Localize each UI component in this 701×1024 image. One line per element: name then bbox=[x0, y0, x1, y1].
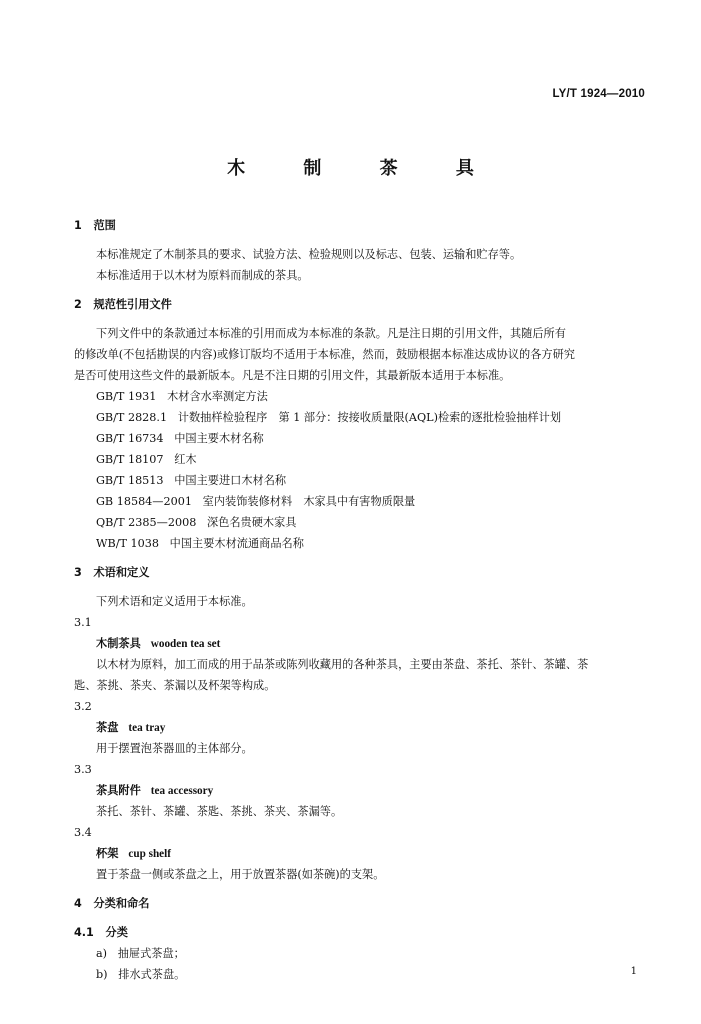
term-chinese: 茶盘 bbox=[96, 721, 119, 734]
reference-code: GB 18584—2001 bbox=[96, 495, 192, 508]
reference-item bbox=[96, 495, 415, 509]
term-definition: 匙、茶挑、茶夹、茶漏以及杯架等构成。 bbox=[74, 679, 276, 692]
reference-code: GB/T 2828.1 bbox=[96, 411, 168, 424]
term-number: 3.1 bbox=[74, 616, 92, 629]
reference-code: QB/T 2385—2008 bbox=[96, 516, 197, 529]
reference-code: WB/T 1038 bbox=[96, 537, 159, 550]
section-2-number: 2 bbox=[74, 298, 82, 311]
list-item-label: a) bbox=[96, 947, 108, 960]
section-1-para-1: 本标准规定了木制茶具的要求、试验方法、检验规则以及标志、包装、运输和贮存等。 bbox=[96, 248, 522, 261]
term-heading bbox=[96, 847, 171, 861]
reference-title: 深色名贵硬木家具 bbox=[206, 516, 297, 529]
term-number: 3.3 bbox=[74, 763, 92, 776]
reference-code: GB/T 18107 bbox=[96, 453, 164, 466]
term-chinese: 茶具附件 bbox=[96, 784, 141, 797]
term-english: wooden tea set bbox=[150, 638, 221, 650]
reference-code: GB/T 1931 bbox=[96, 390, 157, 403]
section-4-number: 4 bbox=[74, 897, 82, 910]
reference-item bbox=[96, 411, 561, 425]
standard-code: LY/T 1924—2010 bbox=[552, 88, 645, 100]
reference-title: 室内装饰装修材料 木家具中有害物质限量 bbox=[202, 495, 416, 508]
reference-item bbox=[96, 537, 304, 551]
reference-title: 计数抽样检验程序 第 1 部分：按接收质量限(AQL)检索的逐批检验抽样计划 bbox=[177, 411, 562, 424]
term-chinese: 杯架 bbox=[96, 847, 119, 860]
list-item-label: b) bbox=[96, 968, 108, 981]
section-2-line-2: 的修改单(不包括勘误的内容)或修订版均不适用于本标准，然而，鼓励根据本标准达成协议的各方研究 bbox=[74, 348, 575, 361]
section-1-para-2: 本标准适用于以木材为原料而制成的茶具。 bbox=[96, 269, 309, 282]
reference-item bbox=[96, 390, 268, 404]
reference-item bbox=[96, 516, 297, 530]
document-title: 木 制 茶 具 bbox=[227, 158, 500, 179]
reference-item bbox=[96, 474, 286, 488]
section-1-heading bbox=[74, 219, 116, 233]
term-definition: 用于摆置泡茶器皿的主体部分。 bbox=[96, 742, 253, 755]
section-3-title: 术语和定义 bbox=[93, 566, 150, 579]
section-1-number: 1 bbox=[74, 219, 82, 232]
subsection-4-1-number: 4.1 bbox=[74, 926, 94, 939]
page-number: 1 bbox=[630, 966, 637, 977]
reference-item bbox=[96, 432, 264, 446]
reference-title: 中国主要木材名称 bbox=[174, 432, 264, 445]
term-english: cup shelf bbox=[128, 848, 171, 860]
reference-code: GB/T 16734 bbox=[96, 432, 164, 445]
term-definition: 茶托、茶针、茶罐、茶匙、茶挑、茶夹、茶漏等。 bbox=[96, 805, 343, 818]
list-item-text: 排水式茶盘。 bbox=[118, 968, 186, 981]
term-heading bbox=[96, 721, 165, 735]
reference-title: 红木 bbox=[174, 453, 197, 466]
section-4-title: 分类和命名 bbox=[93, 897, 150, 910]
reference-item bbox=[96, 453, 197, 467]
list-item-text: 抽屉式茶盘； bbox=[117, 947, 185, 960]
term-english: tea accessory bbox=[150, 785, 214, 797]
section-2-line-1: 下列文件中的条款通过本标准的引用而成为本标准的条款。凡是注日期的引用文件，其随后所有 bbox=[96, 327, 566, 340]
reference-code: GB/T 18513 bbox=[96, 474, 164, 487]
list-item bbox=[96, 968, 185, 982]
term-heading bbox=[96, 784, 213, 798]
term-heading bbox=[96, 637, 220, 651]
section-1-title: 范围 bbox=[93, 219, 116, 232]
section-3-heading bbox=[74, 566, 149, 580]
term-number: 3.2 bbox=[74, 700, 92, 713]
term-chinese: 木制茶具 bbox=[96, 637, 141, 650]
subsection-4-1-heading bbox=[74, 926, 128, 940]
reference-title: 中国主要木材流通商品名称 bbox=[169, 537, 304, 550]
section-3-number: 3 bbox=[74, 566, 82, 579]
reference-title: 木材含水率测定方法 bbox=[167, 390, 268, 403]
section-4-heading bbox=[74, 897, 149, 911]
term-definition: 以木材为原料，加工而成的用于品茶或陈列收藏用的各种茶具，主要由茶盘、茶托、茶针、茶罐、茶 bbox=[96, 658, 589, 671]
section-2-line-3: 是否可使用这些文件的最新版本。凡是不注日期的引用文件，其最新版本适用于本标准。 bbox=[74, 369, 511, 382]
term-definition: 置于茶盘一侧或茶盘之上，用于放置茶器(如茶碗)的支架。 bbox=[96, 868, 385, 881]
section-2-heading bbox=[74, 298, 172, 312]
list-item bbox=[96, 947, 185, 961]
term-english: tea tray bbox=[128, 722, 166, 734]
section-2-title: 规范性引用文件 bbox=[93, 298, 172, 311]
term-number: 3.4 bbox=[74, 826, 92, 839]
section-3-intro: 下列术语和定义适用于本标准。 bbox=[96, 595, 253, 608]
reference-title: 中国主要进口木材名称 bbox=[174, 474, 287, 487]
subsection-4-1-title: 分类 bbox=[105, 926, 128, 939]
